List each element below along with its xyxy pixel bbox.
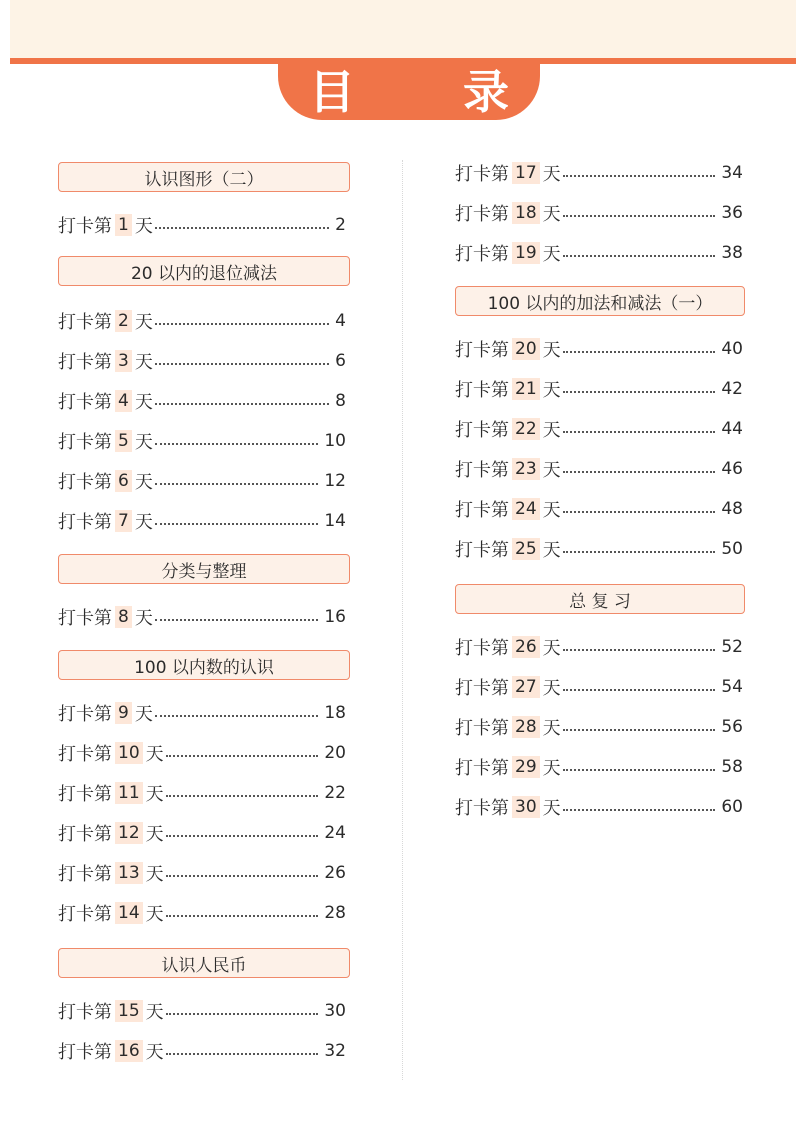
toc-entry[interactable] xyxy=(455,414,743,444)
entry-suffix: 天 xyxy=(542,758,561,779)
entry-prefix: 打卡第 xyxy=(58,312,112,333)
entry-prefix: 打卡第 xyxy=(58,864,112,885)
toc-entry[interactable] xyxy=(455,374,743,404)
page-number: 60 xyxy=(721,797,743,817)
toc-entry[interactable] xyxy=(58,996,346,1026)
toc-entry[interactable] xyxy=(455,672,743,702)
entry-suffix: 天 xyxy=(542,540,561,561)
entry-suffix: 天 xyxy=(542,340,561,361)
dot-leader xyxy=(155,619,319,621)
toc-entry[interactable] xyxy=(58,346,346,376)
day-number: 4 xyxy=(115,390,132,412)
day-number: 14 xyxy=(115,902,143,924)
dot-leader xyxy=(563,255,716,257)
entry-suffix: 天 xyxy=(134,432,153,453)
day-number: 18 xyxy=(512,202,540,224)
page-number: 30 xyxy=(324,1001,346,1021)
entry-suffix: 天 xyxy=(542,204,561,225)
day-number: 24 xyxy=(512,498,540,520)
day-number: 22 xyxy=(512,418,540,440)
day-number: 29 xyxy=(512,756,540,778)
toc-entry[interactable] xyxy=(58,306,346,336)
entry-prefix: 打卡第 xyxy=(455,678,509,699)
entry-suffix: 天 xyxy=(542,798,561,819)
toc-entry[interactable] xyxy=(58,778,346,808)
title-tab xyxy=(278,58,555,120)
day-number: 5 xyxy=(115,430,132,452)
dot-leader xyxy=(563,391,716,393)
toc-entry[interactable] xyxy=(455,752,743,782)
entry-suffix: 天 xyxy=(542,638,561,659)
dot-leader xyxy=(166,1013,319,1015)
entry-prefix: 打卡第 xyxy=(58,512,112,533)
day-number: 28 xyxy=(512,716,540,738)
section-heading: 20 以内的退位减法 xyxy=(58,256,350,286)
toc-entry[interactable] xyxy=(58,898,346,928)
dot-leader xyxy=(166,1053,319,1055)
page-number: 42 xyxy=(721,379,743,399)
entry-prefix: 打卡第 xyxy=(58,1042,112,1063)
day-number: 10 xyxy=(115,742,143,764)
dot-leader xyxy=(155,403,329,405)
page-number: 10 xyxy=(324,431,346,451)
entry-prefix: 打卡第 xyxy=(455,718,509,739)
toc-entry[interactable] xyxy=(58,506,346,536)
dot-leader xyxy=(563,689,716,691)
dot-leader xyxy=(155,715,319,717)
dot-leader xyxy=(563,511,716,513)
entry-prefix: 打卡第 xyxy=(58,904,112,925)
day-number: 25 xyxy=(512,538,540,560)
toc-entry[interactable] xyxy=(58,1036,346,1066)
page-title: 目 录 xyxy=(308,65,555,119)
page-number: 46 xyxy=(721,459,743,479)
entry-suffix: 天 xyxy=(542,244,561,265)
toc-entry[interactable] xyxy=(58,602,346,632)
toc-entry[interactable] xyxy=(455,494,743,524)
dot-leader xyxy=(166,915,319,917)
entry-suffix: 天 xyxy=(542,420,561,441)
entry-suffix: 天 xyxy=(145,1042,164,1063)
day-number: 12 xyxy=(115,822,143,844)
toc-entry[interactable] xyxy=(455,792,743,822)
day-number: 6 xyxy=(115,470,132,492)
dot-leader xyxy=(563,215,716,217)
dot-leader xyxy=(563,175,716,177)
dot-leader xyxy=(563,809,716,811)
dot-leader xyxy=(155,323,329,325)
page-number: 20 xyxy=(324,743,346,763)
entry-prefix: 打卡第 xyxy=(58,472,112,493)
day-number: 15 xyxy=(115,1000,143,1022)
entry-prefix: 打卡第 xyxy=(455,420,509,441)
page-number: 4 xyxy=(335,311,346,331)
day-number: 11 xyxy=(115,782,143,804)
entry-suffix: 天 xyxy=(134,608,153,629)
dot-leader xyxy=(563,551,716,553)
entry-prefix: 打卡第 xyxy=(58,352,112,373)
entry-prefix: 打卡第 xyxy=(455,204,509,225)
dot-leader xyxy=(563,729,716,731)
page-number: 58 xyxy=(721,757,743,777)
entry-suffix: 天 xyxy=(542,718,561,739)
dot-leader xyxy=(563,351,716,353)
header-band xyxy=(10,0,796,58)
entry-suffix: 天 xyxy=(542,164,561,185)
page-number: 18 xyxy=(324,703,346,723)
entry-prefix: 打卡第 xyxy=(455,798,509,819)
dot-leader xyxy=(166,755,319,757)
toc-entry[interactable] xyxy=(58,466,346,496)
entry-prefix: 打卡第 xyxy=(58,704,112,725)
day-number: 27 xyxy=(512,676,540,698)
dot-leader xyxy=(155,227,329,229)
day-number: 20 xyxy=(512,338,540,360)
day-number: 30 xyxy=(512,796,540,818)
entry-prefix: 打卡第 xyxy=(58,432,112,453)
entry-suffix: 天 xyxy=(145,904,164,925)
section-heading: 总 复 习 xyxy=(455,584,745,614)
toc-entry[interactable] xyxy=(455,632,743,662)
page-number: 32 xyxy=(324,1041,346,1061)
entry-prefix: 打卡第 xyxy=(455,500,509,521)
page-number: 16 xyxy=(324,607,346,627)
entry-suffix: 天 xyxy=(145,864,164,885)
toc-entry[interactable] xyxy=(455,712,743,742)
entry-prefix: 打卡第 xyxy=(455,340,509,361)
toc-entry[interactable] xyxy=(58,210,346,240)
day-number: 17 xyxy=(512,162,540,184)
page-number: 38 xyxy=(721,243,743,263)
section-heading: 分类与整理 xyxy=(58,554,350,584)
day-number: 9 xyxy=(115,702,132,724)
toc-entry[interactable] xyxy=(58,858,346,888)
page-number: 36 xyxy=(721,203,743,223)
entry-prefix: 打卡第 xyxy=(455,380,509,401)
entry-prefix: 打卡第 xyxy=(455,638,509,659)
toc-entry[interactable] xyxy=(455,158,743,188)
section-heading: 认识人民币 xyxy=(58,948,350,978)
toc-entry[interactable] xyxy=(455,534,743,564)
entry-prefix: 打卡第 xyxy=(455,244,509,265)
column-divider xyxy=(402,160,403,1080)
entry-suffix: 天 xyxy=(134,312,153,333)
entry-prefix: 打卡第 xyxy=(455,164,509,185)
section-heading: 100 以内数的认识 xyxy=(58,650,350,680)
entry-suffix: 天 xyxy=(134,704,153,725)
entry-prefix: 打卡第 xyxy=(455,540,509,561)
page-number: 56 xyxy=(721,717,743,737)
entry-prefix: 打卡第 xyxy=(58,1002,112,1023)
dot-leader xyxy=(155,363,329,365)
entry-suffix: 天 xyxy=(542,460,561,481)
dot-leader xyxy=(166,835,319,837)
page-number: 24 xyxy=(324,823,346,843)
toc-entry[interactable] xyxy=(58,738,346,768)
dot-leader xyxy=(563,471,716,473)
toc-entry[interactable] xyxy=(455,198,743,228)
toc-entry[interactable] xyxy=(455,454,743,484)
day-number: 26 xyxy=(512,636,540,658)
entry-suffix: 天 xyxy=(542,678,561,699)
day-number: 1 xyxy=(115,214,132,236)
day-number: 7 xyxy=(115,510,132,532)
entry-prefix: 打卡第 xyxy=(58,784,112,805)
page-number: 14 xyxy=(324,511,346,531)
page-number: 6 xyxy=(335,351,346,371)
entry-prefix: 打卡第 xyxy=(455,758,509,779)
dot-leader xyxy=(166,875,319,877)
day-number: 2 xyxy=(115,310,132,332)
entry-suffix: 天 xyxy=(145,1002,164,1023)
entry-prefix: 打卡第 xyxy=(58,744,112,765)
page-number: 2 xyxy=(335,215,346,235)
entry-suffix: 天 xyxy=(145,784,164,805)
page-number: 40 xyxy=(721,339,743,359)
dot-leader xyxy=(155,443,319,445)
entry-suffix: 天 xyxy=(134,216,153,237)
toc-entry[interactable] xyxy=(58,698,346,728)
toc-entry[interactable] xyxy=(455,334,743,364)
page-number: 48 xyxy=(721,499,743,519)
entry-suffix: 天 xyxy=(145,744,164,765)
day-number: 8 xyxy=(115,606,132,628)
page-number: 22 xyxy=(324,783,346,803)
page-number: 28 xyxy=(324,903,346,923)
page-number: 12 xyxy=(324,471,346,491)
entry-suffix: 天 xyxy=(145,824,164,845)
page-number: 34 xyxy=(721,163,743,183)
page-number: 52 xyxy=(721,637,743,657)
page-number: 54 xyxy=(721,677,743,697)
entry-prefix: 打卡第 xyxy=(58,824,112,845)
page-number: 44 xyxy=(721,419,743,439)
entry-suffix: 天 xyxy=(542,380,561,401)
day-number: 3 xyxy=(115,350,132,372)
page-number: 26 xyxy=(324,863,346,883)
page-number: 8 xyxy=(335,391,346,411)
toc-entry[interactable] xyxy=(58,386,346,416)
dot-leader xyxy=(166,795,319,797)
page-number: 50 xyxy=(721,539,743,559)
day-number: 13 xyxy=(115,862,143,884)
entry-prefix: 打卡第 xyxy=(58,608,112,629)
section-heading: 100 以内的加法和减法（一） xyxy=(455,286,745,316)
section-heading: 认识图形（二） xyxy=(58,162,350,192)
day-number: 16 xyxy=(115,1040,143,1062)
entry-suffix: 天 xyxy=(134,352,153,373)
entry-suffix: 天 xyxy=(134,472,153,493)
dot-leader xyxy=(563,431,716,433)
entry-prefix: 打卡第 xyxy=(455,460,509,481)
entry-prefix: 打卡第 xyxy=(58,392,112,413)
dot-leader xyxy=(563,769,716,771)
day-number: 19 xyxy=(512,242,540,264)
toc-entry[interactable] xyxy=(58,818,346,848)
dot-leader xyxy=(563,649,716,651)
entry-suffix: 天 xyxy=(542,500,561,521)
day-number: 21 xyxy=(512,378,540,400)
entry-prefix: 打卡第 xyxy=(58,216,112,237)
entry-suffix: 天 xyxy=(134,512,153,533)
dot-leader xyxy=(155,523,319,525)
toc-entry[interactable] xyxy=(58,426,346,456)
dot-leader xyxy=(155,483,319,485)
day-number: 23 xyxy=(512,458,540,480)
entry-suffix: 天 xyxy=(134,392,153,413)
toc-entry[interactable] xyxy=(455,238,743,268)
